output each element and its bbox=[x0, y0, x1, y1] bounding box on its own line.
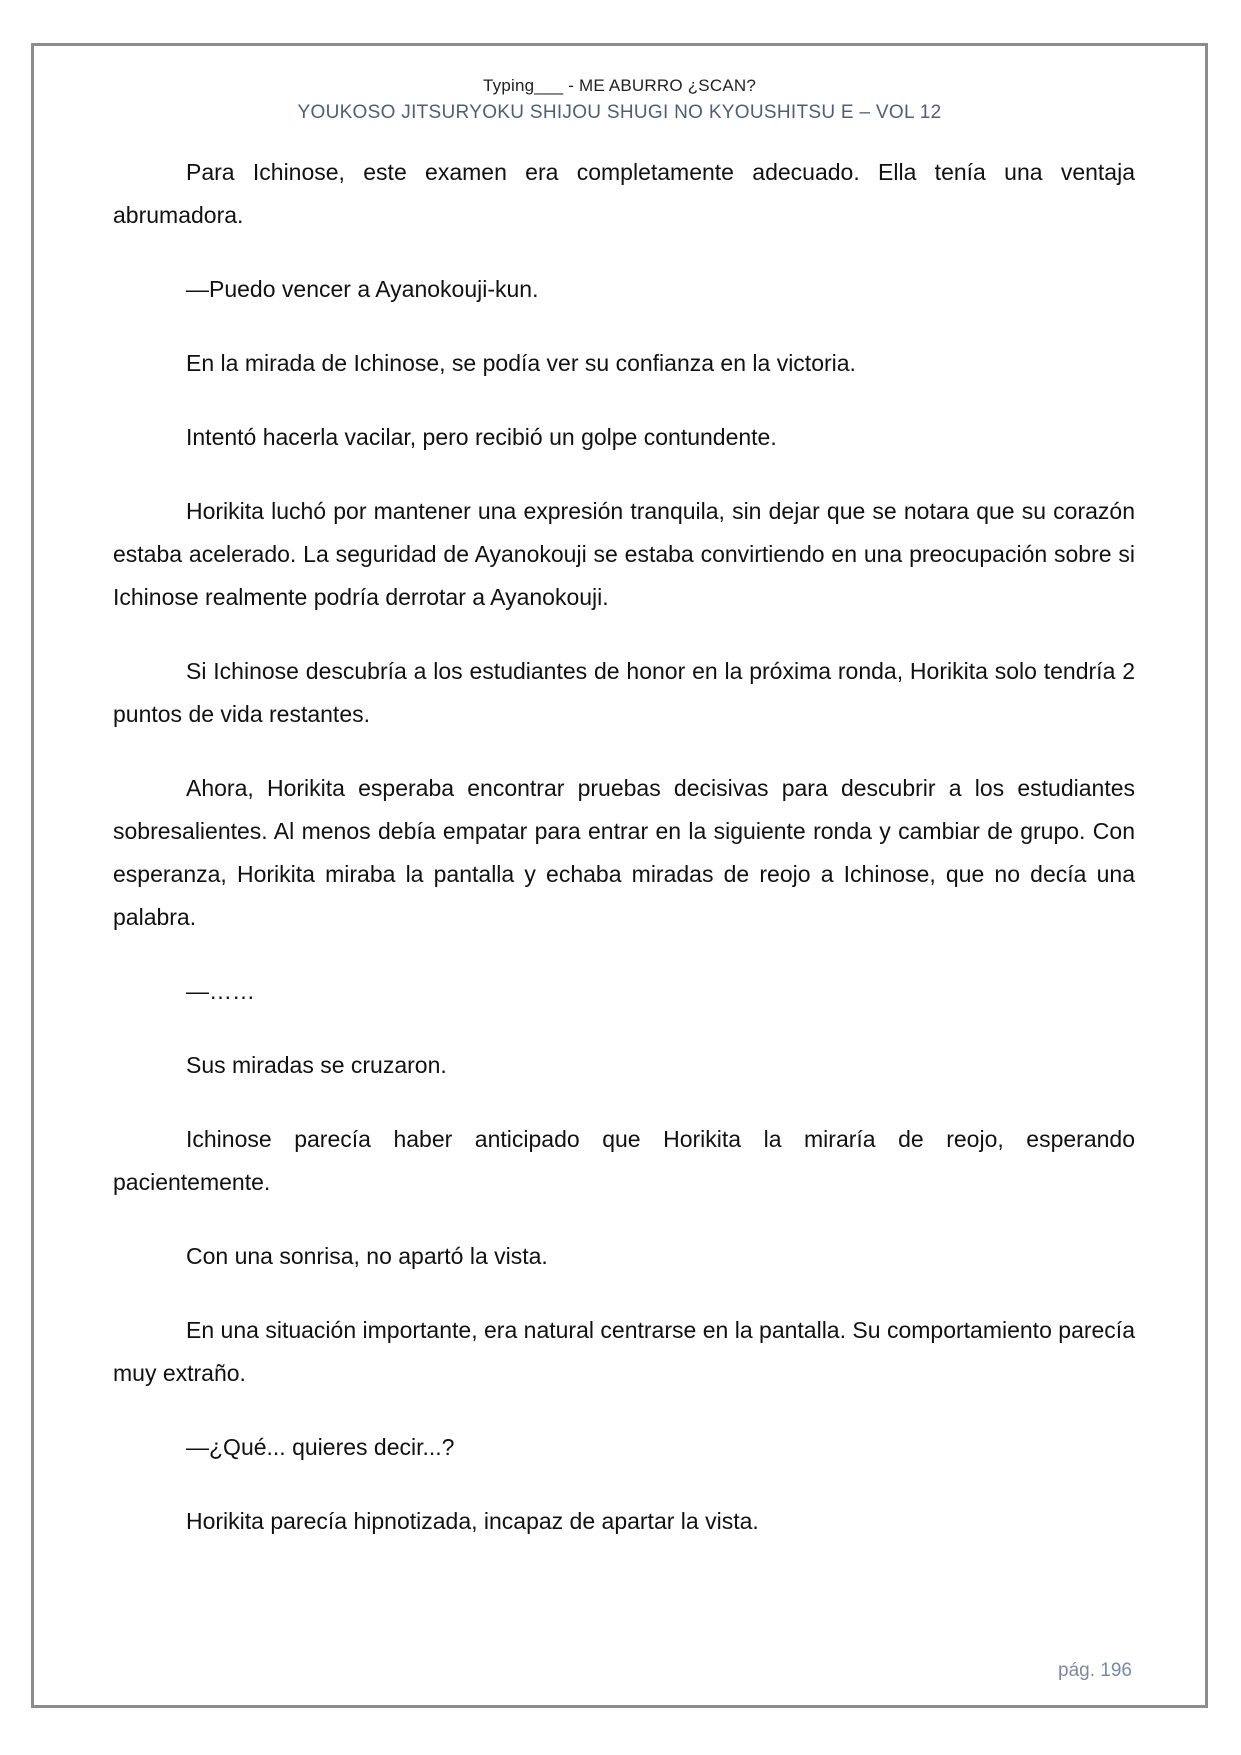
paragraph: Si Ichinose descubría a los estudiantes de honor en la próxima ronda, Horikita solo tendría 2 puntos de vida restantes. bbox=[113, 658, 1135, 727]
paragraph: —¿Qué... quieres decir...? bbox=[186, 1434, 455, 1460]
paragraph: Intentó hacerla vacilar, pero recibió un golpe contundente. bbox=[186, 424, 777, 450]
paragraph: Sus miradas se cruzaron. bbox=[186, 1052, 447, 1078]
paragraph: Horikita luchó por mantener una expresión tranquila, sin dejar que se notara que su corazón estaba acelerado. La seguridad de Ayanokouji se estaba convirtiendo en una preocupación sobre si Ichinose realmente podría derrotar a Ayanokouji. bbox=[113, 498, 1135, 610]
header-book-title: YOUKOSO JITSURYOKU SHIJOU SHUGI NO KYOUSHITSU E – VOL 12 bbox=[297, 102, 942, 123]
paragraph: Horikita parecía hipnotizada, incapaz de apartar la vista. bbox=[186, 1508, 759, 1534]
paragraph: Para Ichinose, este examen era completamente adecuado. Ella tenía una ventaja abrumadora. bbox=[113, 159, 1135, 228]
paragraph: Ichinose parecía haber anticipado que Horikita la miraría de reojo, esperando pacientemente. bbox=[113, 1126, 1135, 1195]
paragraph: —Puedo vencer a Ayanokouji-kun. bbox=[186, 276, 539, 302]
document-body bbox=[113, 151, 1135, 1574]
page-number: pág. 196 bbox=[1058, 1660, 1132, 1681]
paragraph: En la mirada de Ichinose, se podía ver su confianza en la victoria. bbox=[186, 350, 856, 376]
paragraph: —…… bbox=[186, 978, 255, 1004]
paragraph: Ahora, Horikita esperaba encontrar pruebas decisivas para descubrir a los estudiantes sobresalientes. Al menos debía empatar para entrar en la siguiente ronda y cambiar de grupo. Con esperanza, Horikita miraba la pantalla y echaba miradas de reojo a Ichinose, que no decía una palabra. bbox=[113, 775, 1135, 930]
paragraph: Con una sonrisa, no apartó la vista. bbox=[186, 1243, 548, 1269]
paragraph: En una situación importante, era natural centrarse en la pantalla. Su comportamiento parecía muy extraño. bbox=[113, 1317, 1135, 1386]
header-typist-credit: Typing___ - ME ABURRO ¿SCAN? bbox=[483, 76, 756, 95]
